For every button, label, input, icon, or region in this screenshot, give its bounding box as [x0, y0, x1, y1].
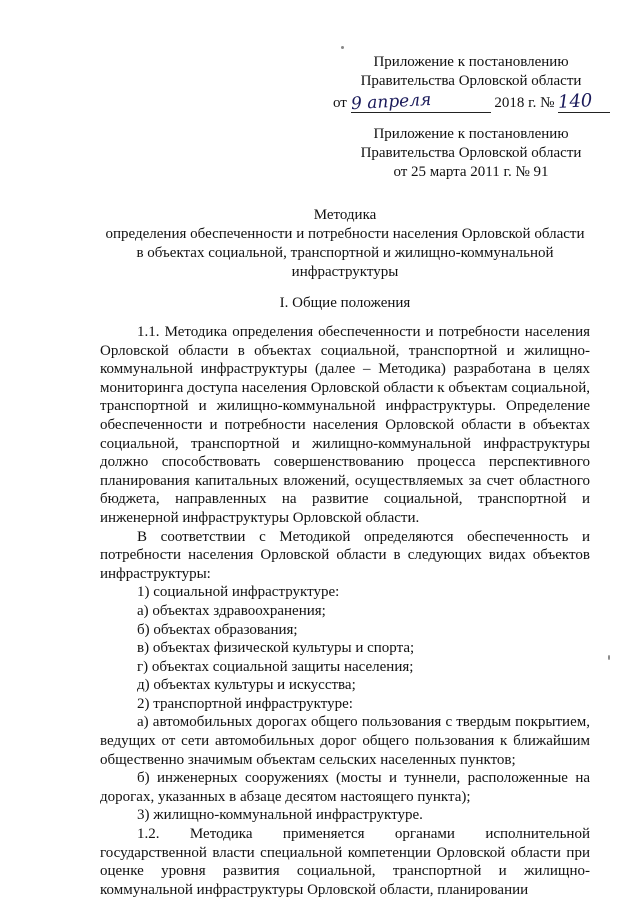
- paragraph: В соответствии с Методикой определяются обеспеченность и потребности населения Орловской области в следующих видах объектов инфраструктуры:: [100, 528, 590, 582]
- paragraph: 2) транспортной инфраструктуре:: [137, 695, 353, 712]
- handwritten-number: 140: [557, 90, 594, 113]
- handwritten-date: 9 апреля: [350, 89, 432, 115]
- title-line: определения обеспеченности и потребности населения Орловской области: [105, 226, 585, 242]
- original-line: Правительства Орловской области: [360, 145, 582, 161]
- date-blank: [350, 89, 491, 115]
- title-line: в объектах социальной, транспортной и жилищно-коммунальной: [136, 245, 554, 261]
- paragraph: г) объектах социальной защиты населения;: [137, 658, 414, 675]
- approval-date-line: [333, 91, 610, 113]
- paragraph: 1.1. Методика определения обеспеченности и потребности населения Орловской области в объектах социальной, транспортной и жилищно-коммунальной инфраструктуры (далее – Методика) разработана в целях мониторинга доступа населения Орловской области к объектам социальной, транспортной и жилищно-коммунальной инфраструктуры. Определение обеспеченности и потребности населения Орловской области в объектах социальной, транспортной и жилищно-коммунальной инфраструктуры должно способствовать совершенствованию процесса перспективного планирования капитальных вложений, осуществляемых за счет областного бюджета, направленных на развитие социальной, транспортной и инженерной инфраструктуры Орловской области.: [100, 324, 590, 526]
- section-heading: I. Общие положения: [279, 295, 411, 311]
- paragraph: б) объектах образования;: [137, 621, 298, 638]
- paragraph: а) автомобильных дорогах общего пользования с твердым покрытием, ведущих от сети автомобильных дорог общего пользования к ближайшим общественно значимым объектам сельских населенных пунктов;: [100, 714, 590, 768]
- title-line: инфраструктуры: [291, 264, 399, 280]
- original-header: [355, 125, 587, 182]
- paragraph: б) инженерных сооружениях (мосты и туннели, расположенные на дорогах, указанных в абзаце десятом настоящего пункта);: [100, 770, 590, 805]
- year-text: 2018 г. №: [494, 95, 555, 111]
- number-blank: [558, 91, 610, 113]
- scan-speck: [341, 46, 344, 49]
- paragraph: 3) жилищно-коммунальной инфраструктуре.: [137, 807, 423, 824]
- paragraph: в) объектах физической культуры и спорта;: [137, 640, 415, 657]
- paragraph: 1.2. Методика применяется органами исполнительной государственной власти специальной компетенции Орловской области при оценке уровня развития социальной, транспортной и жилищно-коммунальной инфраструктуры Орловской области, планировании: [100, 826, 590, 898]
- approval-line: Приложение к постановлению: [373, 54, 569, 70]
- approval-header: [355, 53, 587, 91]
- paragraph: 1) социальной инфраструктуре:: [137, 584, 340, 601]
- scan-speck: [608, 655, 610, 660]
- approval-line: Правительства Орловской области: [360, 73, 582, 89]
- original-line: Приложение к постановлению: [373, 126, 569, 142]
- title-line: Методика: [313, 207, 377, 223]
- document-title: [100, 206, 590, 282]
- original-line: от 25 марта 2011 г. № 91: [393, 164, 549, 180]
- paragraph: д) объектах культуры и искусства;: [137, 677, 356, 694]
- document-body: [100, 323, 590, 899]
- paragraph: а) объектах здравоохранения;: [137, 602, 326, 619]
- date-prefix: от: [333, 95, 347, 111]
